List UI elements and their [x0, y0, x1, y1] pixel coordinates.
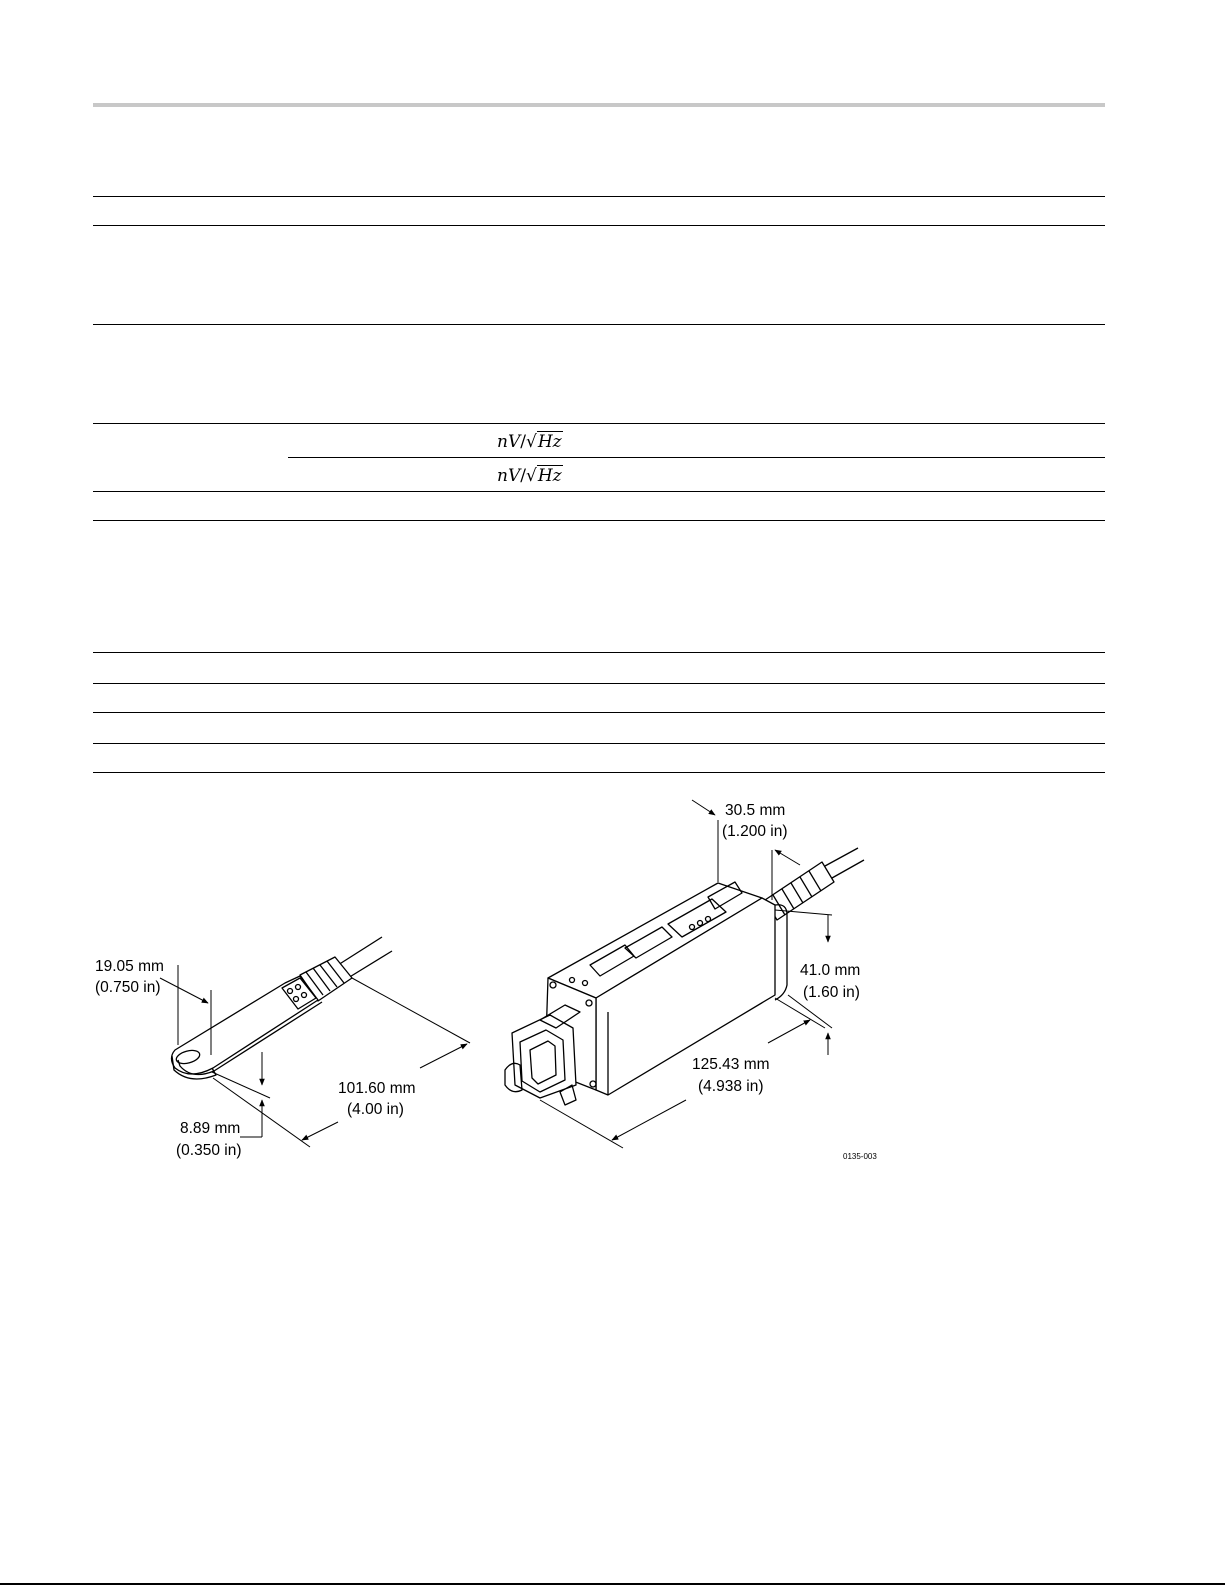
probe-width-mm: 19.05 mm: [95, 958, 164, 975]
box-length-mm: 125.43 mm: [692, 1056, 770, 1073]
noise-unit-radical: √: [525, 466, 537, 486]
table-rule: [93, 520, 1105, 521]
noise-unit-numerator: nV: [497, 432, 521, 452]
probe-length-mm: 101.60 mm: [338, 1080, 416, 1097]
box-height-mm: 41.0 mm: [800, 962, 861, 979]
box-width-in: (1.200 in): [722, 823, 788, 840]
figure-id: 0135-003: [843, 1152, 877, 1161]
table-rule: [93, 196, 1105, 197]
header-rule: [93, 103, 1105, 107]
box-length-in: (4.938 in): [698, 1078, 764, 1095]
noise-unit-radical: √: [525, 432, 537, 452]
table-rule: [93, 743, 1105, 744]
noise-unit-numerator: nV: [497, 466, 521, 486]
table-rule: [93, 683, 1105, 684]
table-rule: [93, 652, 1105, 653]
probe-length-in: (4.00 in): [347, 1101, 404, 1118]
noise-unit-radicand: Hz: [537, 432, 562, 452]
table-subrule: [288, 457, 1105, 458]
probe-width-in: (0.750 in): [95, 979, 161, 996]
table-rule: [93, 712, 1105, 713]
box-height-in: (1.60 in): [803, 984, 860, 1001]
table-rule: [93, 324, 1105, 325]
probe-thickness-mm: 8.89 mm: [180, 1120, 241, 1137]
noise-unit-slash: /: [520, 466, 526, 486]
dimension-drawing: [0, 780, 1225, 1180]
table-rule: [93, 225, 1105, 226]
probe-head-drawing: [172, 937, 393, 1079]
table-rule: [93, 423, 1105, 424]
table-rule: [93, 491, 1105, 492]
probe-thickness-in: (0.350 in): [176, 1142, 242, 1159]
noise-unit-2: [497, 466, 563, 486]
box-width-mm: 30.5 mm: [725, 802, 786, 819]
noise-unit-slash: /: [520, 432, 526, 452]
noise-unit-radicand: Hz: [537, 466, 562, 486]
noise-unit-1: [497, 432, 563, 452]
table-rule: [93, 772, 1105, 773]
